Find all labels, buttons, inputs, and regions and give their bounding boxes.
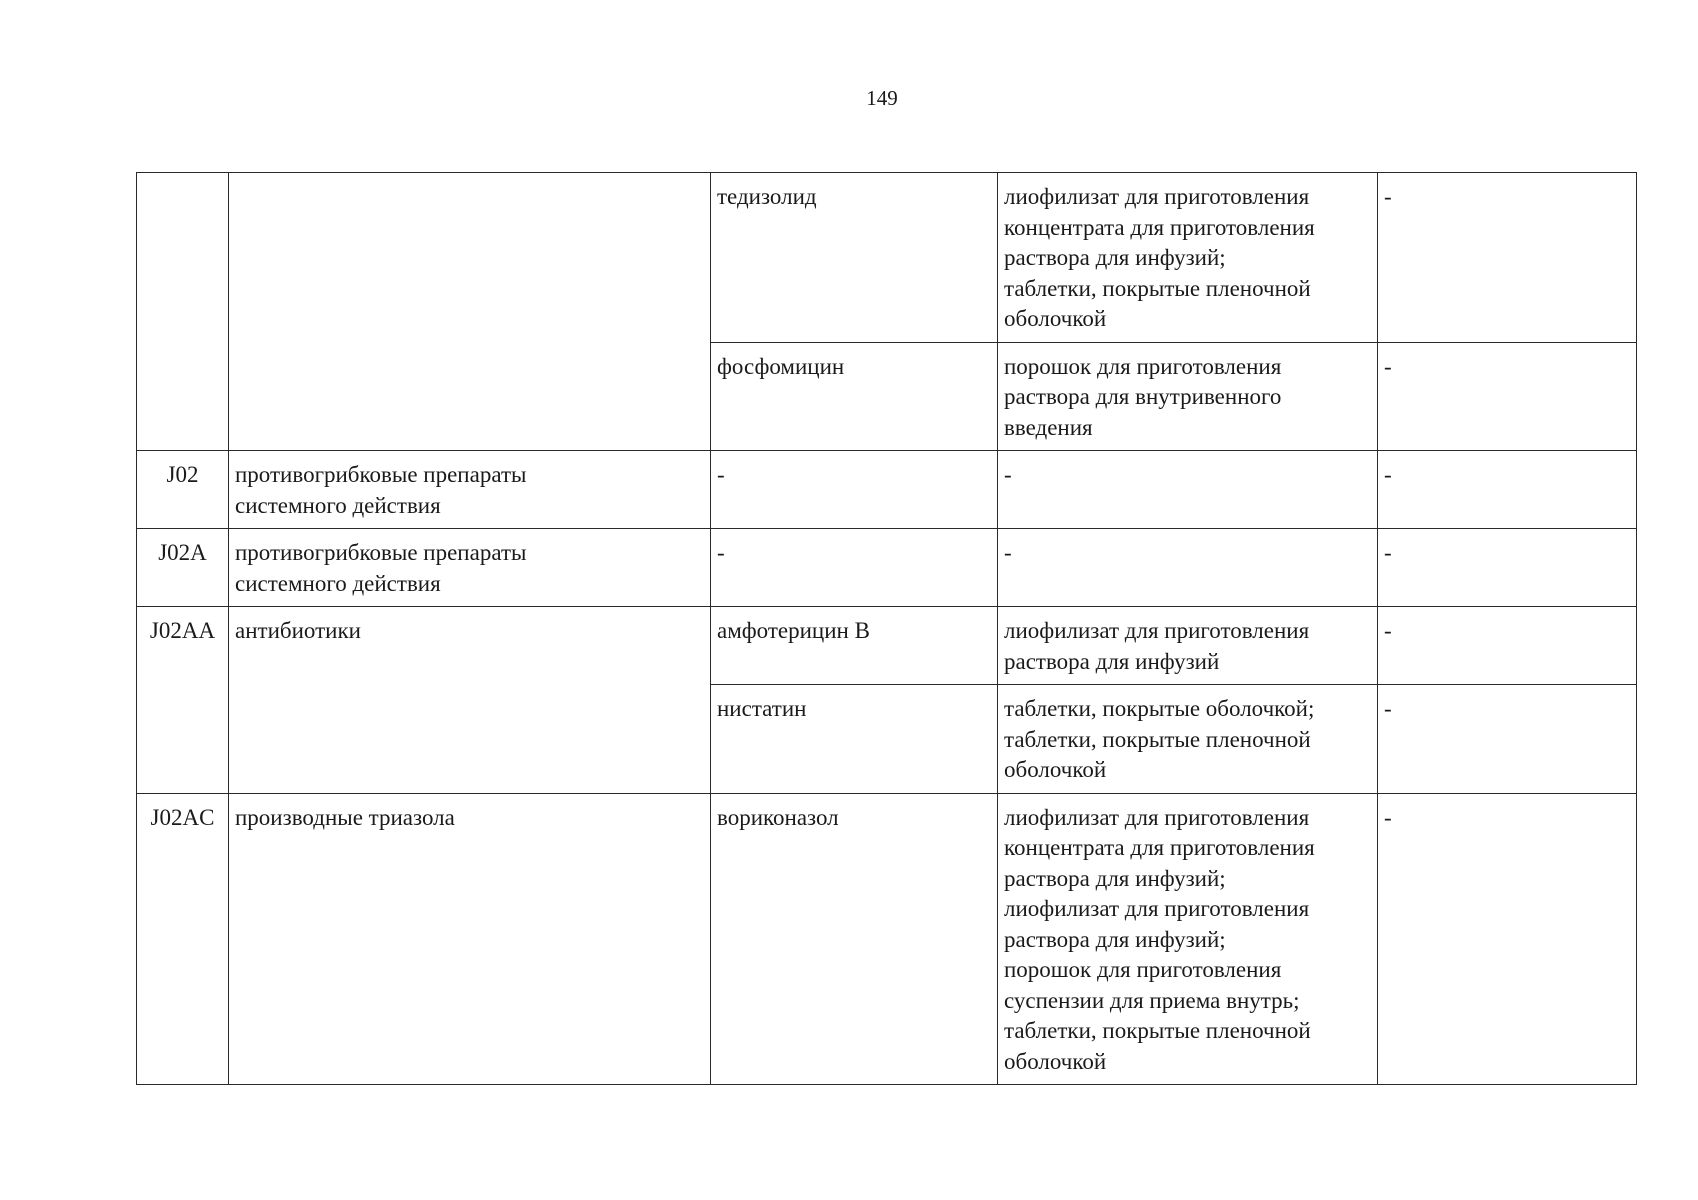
group-name-cell [229, 607, 711, 794]
dosage-form-line: раствора для внутривенного [1004, 384, 1282, 409]
drug-name-cell: фосфомицин [711, 342, 998, 451]
note-cell: - [1378, 685, 1637, 794]
group-name-line: системного действия [235, 492, 441, 518]
table-row [137, 451, 1637, 529]
group-name-cell [229, 793, 711, 1085]
drug-name-cell: вориконазол [711, 793, 998, 1085]
note-cell: - [1378, 451, 1637, 529]
group-name-cell [229, 529, 711, 607]
dosage-forms-cell [998, 451, 1378, 529]
dosage-form-line: суспензии для приема внутрь; [1004, 987, 1300, 1013]
dosage-form-line: концентрата для приготовления [1004, 214, 1315, 240]
table-row [137, 607, 1637, 685]
dosage-form-line: - [1004, 540, 1012, 565]
atc-code-cell: J02 [137, 451, 229, 529]
dosage-form-line: оболочкой [1004, 757, 1107, 782]
drug-name-cell: нистатин [711, 685, 998, 794]
table-row [137, 529, 1637, 607]
dosage-forms-cell [998, 529, 1378, 607]
note-cell: - [1378, 793, 1637, 1085]
dosage-form-line: раствора для инфузий [1004, 648, 1220, 674]
dosage-form-line: введения [1004, 414, 1093, 440]
atc-code-cell: J02AC [137, 793, 229, 1085]
note-cell: - [1378, 529, 1637, 607]
group-name-line: системного действия [235, 570, 441, 596]
table-body [137, 173, 1637, 1085]
dosage-form-line: порошок для приготовления [1004, 957, 1282, 982]
group-name-line: производные триазола [235, 804, 455, 830]
dosage-form-line: лиофилизат для приготовления [1004, 804, 1310, 830]
drug-name-cell: - [711, 529, 998, 607]
dosage-form-line: лиофилизат для приготовления [1004, 618, 1310, 643]
dosage-form-line: таблетки, покрытые пленочной [1004, 1018, 1311, 1043]
note-cell: - [1378, 173, 1637, 343]
dosage-form-line: таблетки, покрытые пленочной [1004, 726, 1311, 752]
dosage-form-line: раствора для инфузий; [1004, 245, 1226, 270]
atc-code-cell: J02AA [137, 607, 229, 794]
dosage-form-line: таблетки, покрытые оболочкой; [1004, 696, 1315, 721]
dosage-form-line: таблетки, покрытые пленочной [1004, 275, 1311, 301]
dosage-form-line: лиофилизат для приготовления [1004, 184, 1310, 209]
table-row [137, 173, 1637, 343]
group-name-cell [229, 451, 711, 529]
note-cell: - [1378, 607, 1637, 685]
page-number: 149 [866, 86, 898, 110]
dosage-form-line: раствора для инфузий; [1004, 926, 1226, 952]
drug-name-cell: - [711, 451, 998, 529]
dosage-forms-cell [998, 685, 1378, 794]
dosage-form-line: - [1004, 462, 1012, 487]
dosage-form-line: оболочкой [1004, 306, 1107, 331]
dosage-forms-cell [998, 173, 1378, 343]
dosage-forms-cell [998, 607, 1378, 685]
group-name-line: противогрибковые препараты [235, 540, 527, 565]
dosage-forms-cell [998, 342, 1378, 451]
atc-code-cell: J02A [137, 529, 229, 607]
atc-code-cell [137, 173, 229, 451]
dosage-forms-cell [998, 793, 1378, 1085]
group-name-line: антибиотики [235, 618, 361, 643]
dosage-form-line: лиофилизат для приготовления [1004, 896, 1310, 921]
drug-table [136, 172, 1637, 1085]
dosage-form-line: концентрата для приготовления [1004, 835, 1315, 860]
dosage-form-line: раствора для инфузий; [1004, 865, 1226, 891]
table-row [137, 793, 1637, 1085]
group-name-cell [229, 173, 711, 451]
drug-name-cell: амфотерицин B [711, 607, 998, 685]
group-name-line: противогрибковые препараты [235, 462, 527, 487]
dosage-form-line: оболочкой [1004, 1048, 1107, 1074]
note-cell: - [1378, 342, 1637, 451]
dosage-form-line: порошок для приготовления [1004, 353, 1282, 379]
drug-name-cell: тедизолид [711, 173, 998, 343]
